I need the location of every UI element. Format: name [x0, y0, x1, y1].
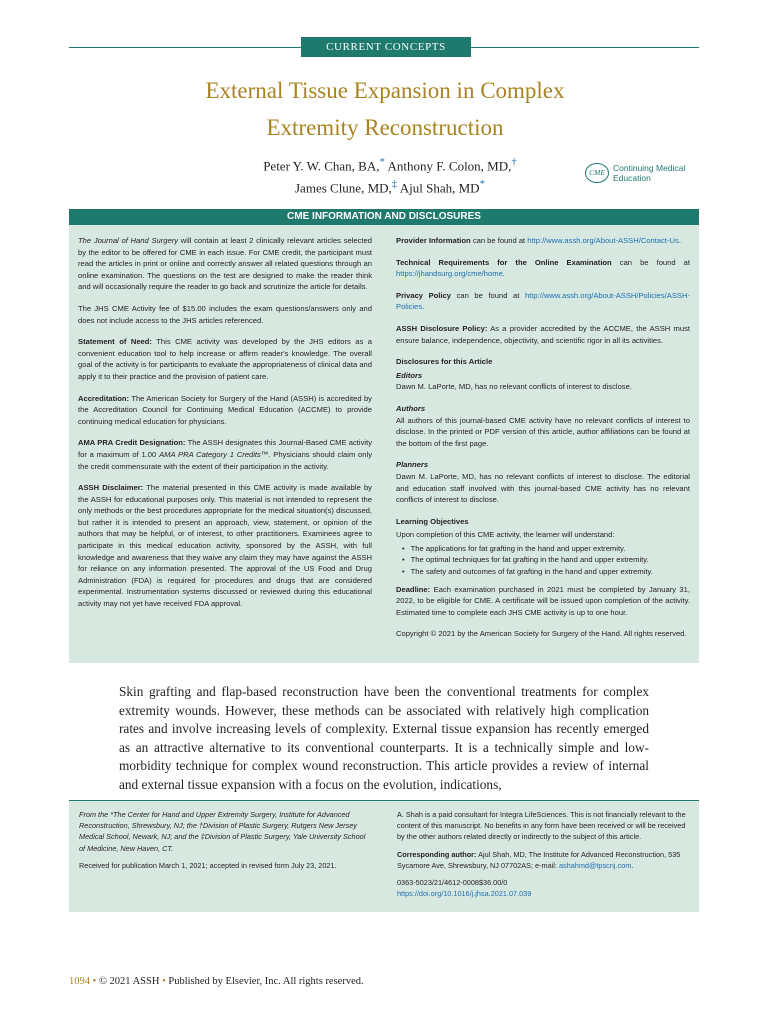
privacy-link[interactable]: http://www.assh.org/About-ASSH/Policies/ASSH-Policies [396, 290, 690, 312]
email-link[interactable]: ashahmd@tpscnj.com [558, 860, 632, 870]
corr-text: Ajul Shah, MD, The Institute for Advanced Reconstruction, 535 Sycamore Ave, Shrewsbury, NJ 07702AS; e-mail: [397, 849, 681, 870]
cme-copyright: Copyright © 2021 by the American Society for Surgery of the Hand. All rights reserved. [396, 629, 687, 639]
objective-item: • The applications for fat grafting in the hand and upper extremity. [402, 543, 690, 555]
tech-link[interactable]: https://jhandsurg.org/cme/home [396, 269, 503, 279]
objectives-heading: Learning Objectives [396, 516, 469, 526]
need-label: Statement of Need: [78, 337, 152, 347]
tech-label: Technical Requirements for the Online Examination [396, 257, 612, 267]
section-badge: CURRENT CONCEPTS [301, 37, 471, 57]
provider-label: Provider Information [396, 236, 471, 245]
article-title [90, 72, 680, 146]
cme-fee: The JHS CME Activity fee of $15.00 includes the exam questions/answers only and does not include access to the JHS articles referenced. [78, 303, 372, 325]
provider-text: can be found at [472, 236, 526, 245]
author-list [160, 153, 620, 198]
cme-logo [585, 162, 705, 186]
bullet-separator: • [162, 976, 166, 987]
title-line-2: Extremity Reconstruction [266, 115, 504, 140]
journal-name: The Journal of Hand Surgery [78, 236, 179, 245]
editors-heading: Editors [396, 370, 423, 380]
editors-text: Dawn M. LaPorte, MD, has no relevant conflicts of interest to disclose. [396, 382, 632, 392]
title-line-1: External Tissue Expansion in Complex [205, 78, 565, 103]
footnote-left [79, 809, 369, 877]
author-3-sup[interactable]: ‡ [391, 178, 398, 191]
page-footer [69, 976, 364, 987]
disclaimer-label: ASSH Disclaimer: [78, 483, 144, 493]
page-number: 1094 [69, 976, 90, 987]
privacy-policy: Privacy Policy can be found at http://www.assh.org/About-ASSH/Policies/ASSH-Policies. [396, 290, 690, 312]
conflict-statement: A. Shah is a paid consultant for Integra LifeSciences. This is not financially relevant to the content of this manuscript. No benefits in any form have been received or will be received by the other authors related directly or indirectly to the subject of this article. [397, 810, 686, 842]
ama-credit [78, 437, 372, 472]
policy-label: ASSH Disclosure Policy: [396, 323, 488, 333]
corr-label: Corresponding author: [397, 849, 477, 859]
ama-text-b: ™. Physicians should claim only the credit commensurate with the extent of their participation in the activity. [78, 449, 372, 471]
affiliations-text: From the *The Center for Hand and Upper Extremity Surgery, Institute for Advanced Reconstruction, Shrewsbury, NJ; the †Division of Plastic Surgery, Rutgers New Jersey Medical School, Newark, NJ; and the ‡Division of Plastic Surgery, Yale University School of Medicine, New Haven, CT. [79, 810, 366, 853]
ama-text-a: The ASSH designates this Journal-Based CME activity for a maximum of 1.00 [78, 438, 372, 459]
ama-credits: AMA PRA Category 1 Credits [159, 449, 261, 459]
author-1: Peter Y. W. Chan, BA, [263, 158, 380, 174]
accred-text: The American Society for Surgery of the Hand (ASSH) is accredited by the Accreditation Council for Continuing Medical Education (ACCME) to provide continuing medical education for physicians. [78, 393, 372, 426]
privacy-text: can be found at [456, 290, 520, 300]
doi-link[interactable]: https://doi.org/10.1016/j.jhsa.2021.07.039 [397, 889, 532, 899]
bullet-separator: • [92, 976, 97, 987]
objective-item: • The optimal techniques for fat grafting in the hand and upper extremity. [402, 554, 690, 566]
disclosures-heading: Disclosures for this Article [396, 357, 493, 367]
author-3: James Clune, MD, [295, 180, 392, 196]
provider-info: Provider Information can be found at http://www.assh.org/About-ASSH/Contact-Us. [396, 236, 681, 245]
deadline-label: Deadline: [396, 584, 431, 594]
author-1-sup[interactable]: * [379, 156, 385, 168]
need-text: This CME activity was developed by the JHS editors as a convenient education tool to help increase or affirm reader's knowledge. The overall goal of the activity is for participants to evaluate the appropriateness of clinical data and apply it to their practice and the provision of patient care. [78, 337, 372, 381]
policy-text: As a provider accredited by the ACCME, the ASSH must ensure balance, independence, objectivity, and scientific rigor in all its activities. [396, 323, 690, 345]
footnote-box [69, 801, 699, 912]
author-4: Ajul Shah, MD [399, 180, 480, 196]
cme-intro [78, 235, 372, 293]
cme-right-column [396, 235, 690, 650]
footnote-right [397, 809, 691, 899]
objectives-intro: Upon completion of this CME activity, the learner will understand: [396, 530, 615, 540]
cme-logo-line-2: Education [613, 173, 651, 183]
footer-publisher: Published by Elsevier, Inc. All rights reserved. [168, 976, 364, 987]
planners-text: Dawn M. LaPorte, MD, has no relevant conflicts of interest to disclose. The editorial and education staff involved with this journal-based CME activity has no relevant conflicts of interest to disclose. [396, 471, 690, 505]
provider-link[interactable]: http://www.assh.org/About-ASSH/Contact-Us [527, 236, 679, 245]
accred-label: Accreditation: [78, 393, 130, 403]
affiliations [79, 809, 369, 854]
issn: 0363-5023/21/4612-0008$36.00/0 [397, 878, 508, 888]
objectives-list [402, 543, 690, 578]
accreditation [78, 393, 372, 428]
objective-item: • The safety and outcomes of fat grafting in the hand and upper extremity. [402, 566, 690, 578]
cme-intro-text: will contain at least 2 clinically relevant articles selected by the editor to be offered for CME in each issue. For CME credit, the participant must read the articles in print or online and correctly answer all related questions through an online examination. The questions on the test are designed to make the reader think and will occasionally require the reader to go back and scrutinize the article for details. [78, 236, 372, 292]
tech-text: can be found at [619, 257, 690, 267]
statement-of-need [78, 336, 372, 382]
cme-logo-line-1: Continuing Medical [613, 163, 686, 173]
privacy-label: Privacy Policy [396, 290, 451, 300]
disclaimer-text: The material presented in this CME activity is made available by the ASSH for educational purposes only. This material is not intended to represent the only methods or the best procedures appropriate for the medical situation(s) discussed, but rather it is intended to present an approach, view, statement, or opinion of the authors that may be helpful, or of interest, to other practitioners. Examinees agree to participate in this medical education activity, sponsored by the ASSH, with full knowledge and awareness that they waive any claim they may have against the ASSH for reliance on any information presented. The approval of the US Food and Drug Administration (FDA) is required for procedures and drugs that are considered experimental. Instrumentation systems discussed or reviewed during this educational activity may not yet have received FDA approval. [78, 483, 372, 609]
received-dates: Received for publication March 1, 2021; accepted in revised form July 23, 2021. [79, 860, 337, 870]
technical-requirements: Technical Requirements for the Online Examination can be found at https://jhandsurg.org/cme/home. [396, 257, 690, 279]
footer-copyright: © 2021 ASSH [98, 976, 160, 987]
cme-left-column [78, 235, 372, 620]
author-2-sup[interactable]: † [511, 156, 517, 168]
abstract-text: Skin grafting and flap-based reconstruction have been the conventional treatments for complex extremity wounds. However, these methods can be associated with relatively high complication rates and involve increasing levels of complexity. External tissue expansion has recently emerged as an attractive alternative to its conventional counterparts. It is a technically simple and low-morbidity technique for complex wound reconstruction. This article provides a review of internal and external tissue expansion with a focus on the evolution, indications, [119, 684, 649, 792]
deadline [396, 584, 690, 619]
deadline-text: Each examination purchased in 2021 must be completed by January 31, 2022, to be eligible for CME. A certificate will be issued upon completion of the activity. Estimated time to complete each JHS CME activity is up to one hour. [396, 584, 690, 617]
disclosure-policy [396, 323, 690, 346]
corresponding-author: Corresponding author: Ajul Shah, MD, The Institute for Advanced Reconstruction, 535 Sycamore Ave, Shrewsbury, NJ 07702AS; e-mail: ashahmd@tpscnj.com. [397, 849, 681, 870]
cme-box-header: CME INFORMATION AND DISCLOSURES [69, 209, 699, 225]
authors-heading: Authors [396, 403, 426, 413]
planners-heading: Planners [396, 460, 429, 470]
cme-information-box [69, 209, 699, 663]
author-4-sup[interactable]: * [479, 178, 485, 191]
author-2: Anthony F. Colon, MD, [387, 158, 512, 174]
assh-disclaimer [78, 482, 372, 610]
cme-logo-text [613, 163, 685, 183]
cme-mark-icon: CME [585, 163, 609, 183]
ama-label: AMA PRA Credit Designation: [78, 438, 186, 448]
authors-text: All authors of this journal-based CME activity have no relevant conflicts of interest to disclose. In the printed or PDF version of this article, author affiliations can be found at the bottom of the first page. [396, 415, 690, 448]
